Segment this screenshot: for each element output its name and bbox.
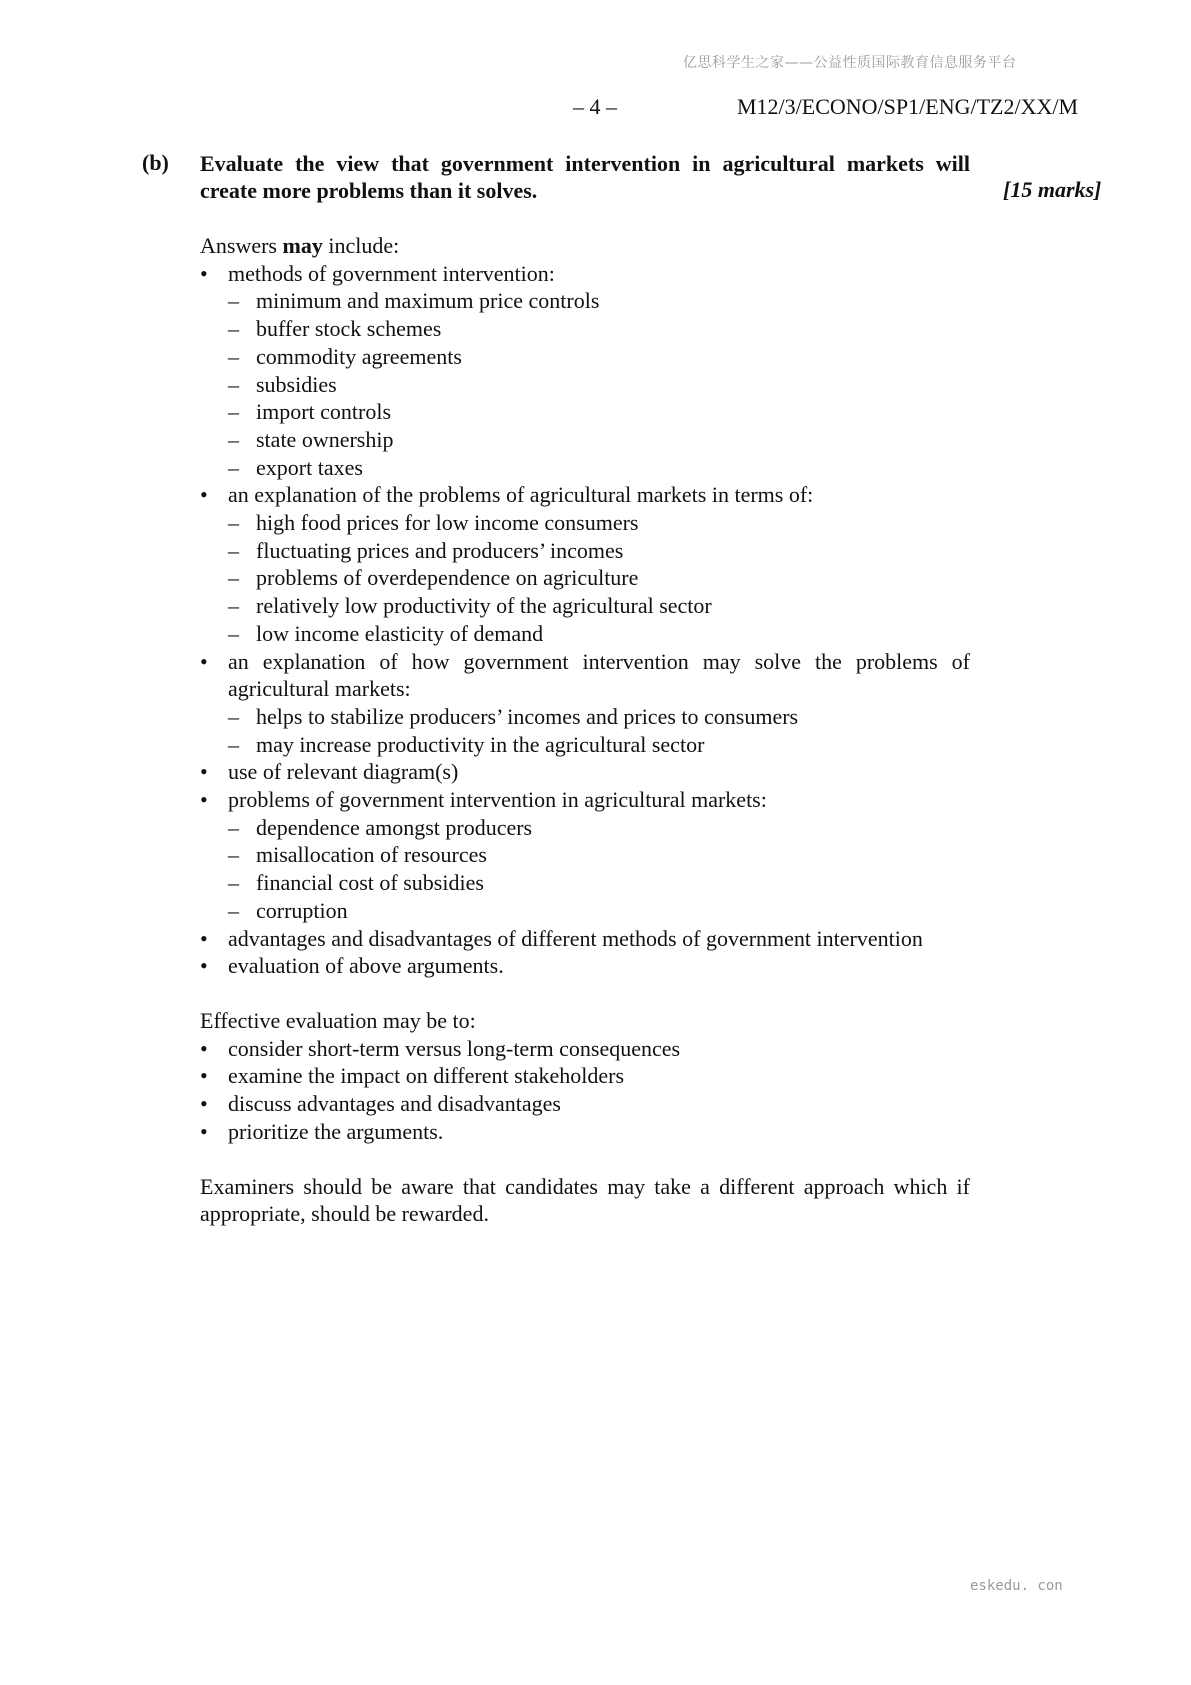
answer-sub-item: – may increase productivity in the agricultural sector (200, 731, 970, 759)
answers-intro-emphasis: may (282, 233, 323, 258)
answer-sub-item: – export taxes (200, 454, 970, 482)
answer-bullet: • an explanation of the problems of agricultural markets in terms of: (200, 481, 970, 509)
answers-intro (200, 232, 970, 260)
document-reference: M12/3/ECONO/SP1/ENG/TZ2/XX/M (737, 94, 1079, 119)
examiners-note: Examiners should be aware that candidates may take a different approach which if appropriate, should be rewarded. (200, 1173, 970, 1227)
answer-sub-item: – corruption (200, 897, 970, 925)
markscheme-content (200, 232, 970, 1228)
answer-sub-item: – minimum and maximum price controls (200, 287, 970, 315)
answer-sub-item: – state ownership (200, 426, 970, 454)
answer-bullet: • advantages and disadvantages of different methods of government intervention (200, 925, 970, 953)
answer-bullet: • evaluation of above arguments. (200, 952, 970, 980)
answer-sub-item: – subsidies (200, 371, 970, 399)
question-text: Evaluate the view that government intervention in agricultural markets will create more problems than it solves. (200, 151, 970, 203)
answer-sub-item: – import controls (200, 398, 970, 426)
answers-list (200, 260, 970, 980)
answer-sub-item: – low income elasticity of demand (200, 620, 970, 648)
answer-sub-item: – misallocation of resources (200, 841, 970, 869)
evaluation-bullet: • examine the impact on different stakeholders (200, 1062, 970, 1090)
answer-sub-item: – high food prices for low income consumers (200, 509, 970, 537)
evaluation-bullet: • prioritize the arguments. (200, 1118, 970, 1146)
page-number: – 4 – (573, 94, 617, 119)
answers-intro-suffix: include: (322, 233, 400, 258)
answer-sub-item: – helps to stabilize producers’ incomes and prices to consumers (200, 703, 970, 731)
evaluation-list (200, 1035, 970, 1146)
answer-bullet: • use of relevant diagram(s) (200, 758, 970, 786)
answer-sub-item: – dependence amongst producers (200, 814, 970, 842)
evaluation-bullet: • consider short-term versus long-term consequences (200, 1035, 970, 1063)
answer-sub-item: – financial cost of subsidies (200, 869, 970, 897)
answers-intro-prefix: Answers (200, 233, 283, 258)
question-marks: [15 marks] (1003, 177, 1102, 202)
answer-bullet: • an explanation of how government intervention may solve the problems of agricultural markets: (200, 648, 970, 703)
answer-bullet: • methods of government intervention: (200, 260, 970, 288)
answer-bullet: • problems of government intervention in agricultural markets: (200, 786, 970, 814)
evaluation-bullet: • discuss advantages and disadvantages (200, 1090, 970, 1118)
question-label: (b) (142, 150, 169, 175)
evaluation-intro: Effective evaluation may be to: (200, 1007, 476, 1033)
answer-sub-item: – commodity agreements (200, 343, 970, 371)
answer-sub-item: – problems of overdependence on agriculture (200, 564, 970, 592)
watermark-bottom: eskedu. con (970, 1578, 1063, 1594)
watermark-top: 亿思科学生之家——公益性质国际教育信息服务平台 (683, 55, 1017, 71)
answer-sub-item: – fluctuating prices and producers’ incomes (200, 537, 970, 565)
answer-sub-item: – buffer stock schemes (200, 315, 970, 343)
answer-sub-item: – relatively low productivity of the agricultural sector (200, 592, 970, 620)
